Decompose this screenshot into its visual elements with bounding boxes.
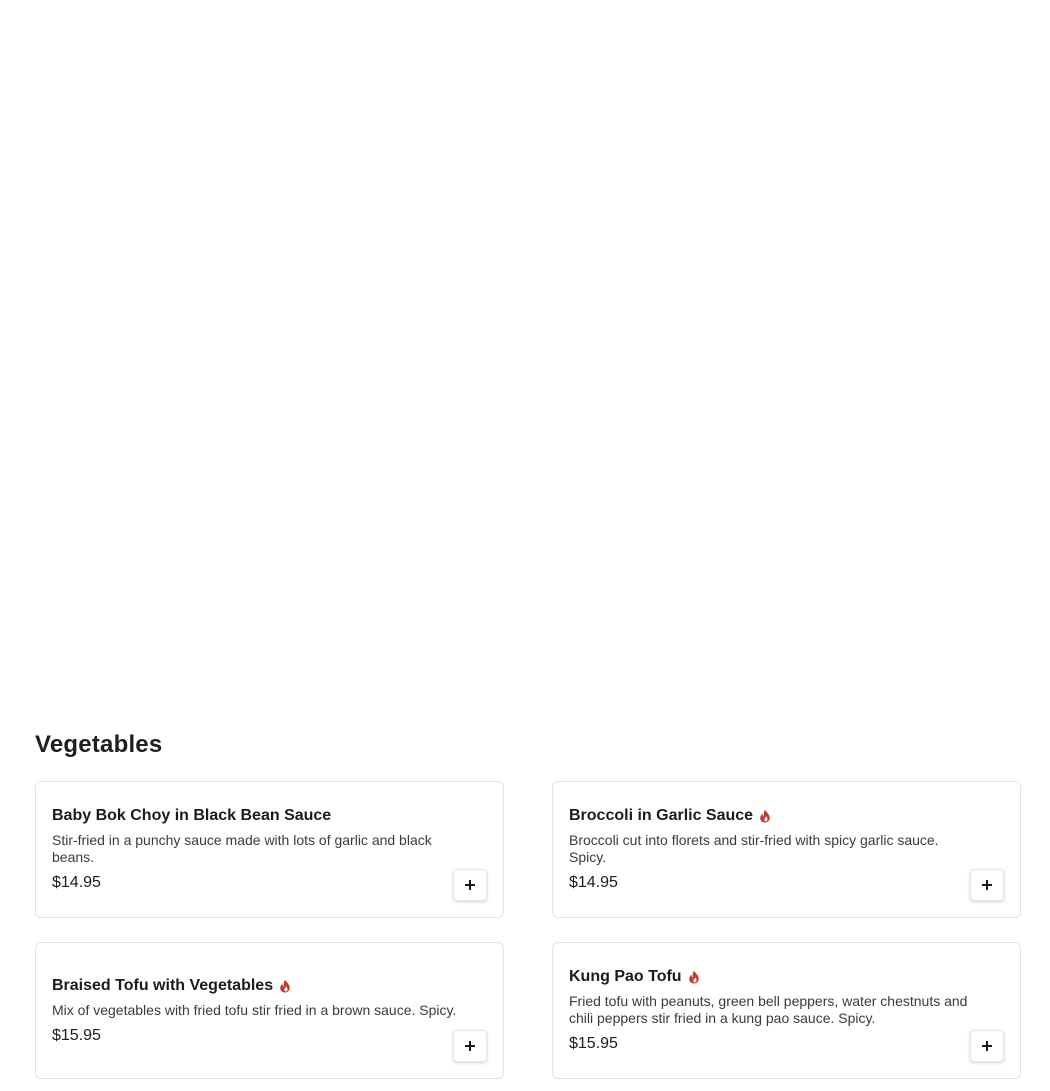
menu-item-price: $15.95 [569,1035,618,1052]
menu-item-name-row [569,806,980,826]
menu-item-body [52,782,463,917]
menu-item-name: Broccoli in Garlic Sauce [569,807,754,824]
menu-item-body [569,782,980,917]
plus-icon [982,1041,992,1051]
flame-icon [759,809,771,823]
menu-item-card[interactable] [35,942,504,1079]
menu-item-name-row [52,976,463,996]
menu-item-name-row [52,806,463,826]
menu-item-name: Braised Tofu with Vegetables [52,976,274,994]
menu-item-name: Baby Bok Choy in Black Bean Sauce [52,807,332,824]
menu-item-description: Stir-fried in a punchy sauce made with lots of garlic and black beans. [52,832,432,865]
plus-icon [465,880,475,890]
menu-item-card[interactable] [552,942,1021,1079]
menu-item-name-row [569,967,980,987]
plus-icon [982,880,992,890]
menu-item-card[interactable] [35,781,504,918]
menu-item-price: $14.95 [569,874,618,891]
menu-item-card[interactable] [552,781,1021,918]
menu-item-description: Mix of vegetables with fried tofu stir fried in a brown sauce. Spicy. [52,1001,457,1018]
add-item-button[interactable] [453,869,487,901]
menu-item-body [569,943,980,1078]
add-item-button[interactable] [970,869,1004,901]
flame-icon [279,979,291,993]
menu-item-name: Kung Pao Tofu [569,968,682,985]
menu-item-description: Broccoli cut into florets and stir-fried with spicy garlic sauce. Spicy. [569,832,939,865]
plus-icon [465,1041,475,1051]
menu-item-description: Fried tofu with peanuts, green bell peppers, water chestnuts and chili peppers stir fried in a kung pao sauce. Spicy. [569,993,968,1026]
menu-item-price: $14.95 [52,874,101,891]
section-title: Vegetables [35,731,163,758]
menu-item-body [52,943,463,1078]
add-item-button[interactable] [453,1030,487,1062]
flame-icon [688,970,700,984]
menu-item-price: $15.95 [52,1026,101,1044]
add-item-button[interactable] [970,1030,1004,1062]
